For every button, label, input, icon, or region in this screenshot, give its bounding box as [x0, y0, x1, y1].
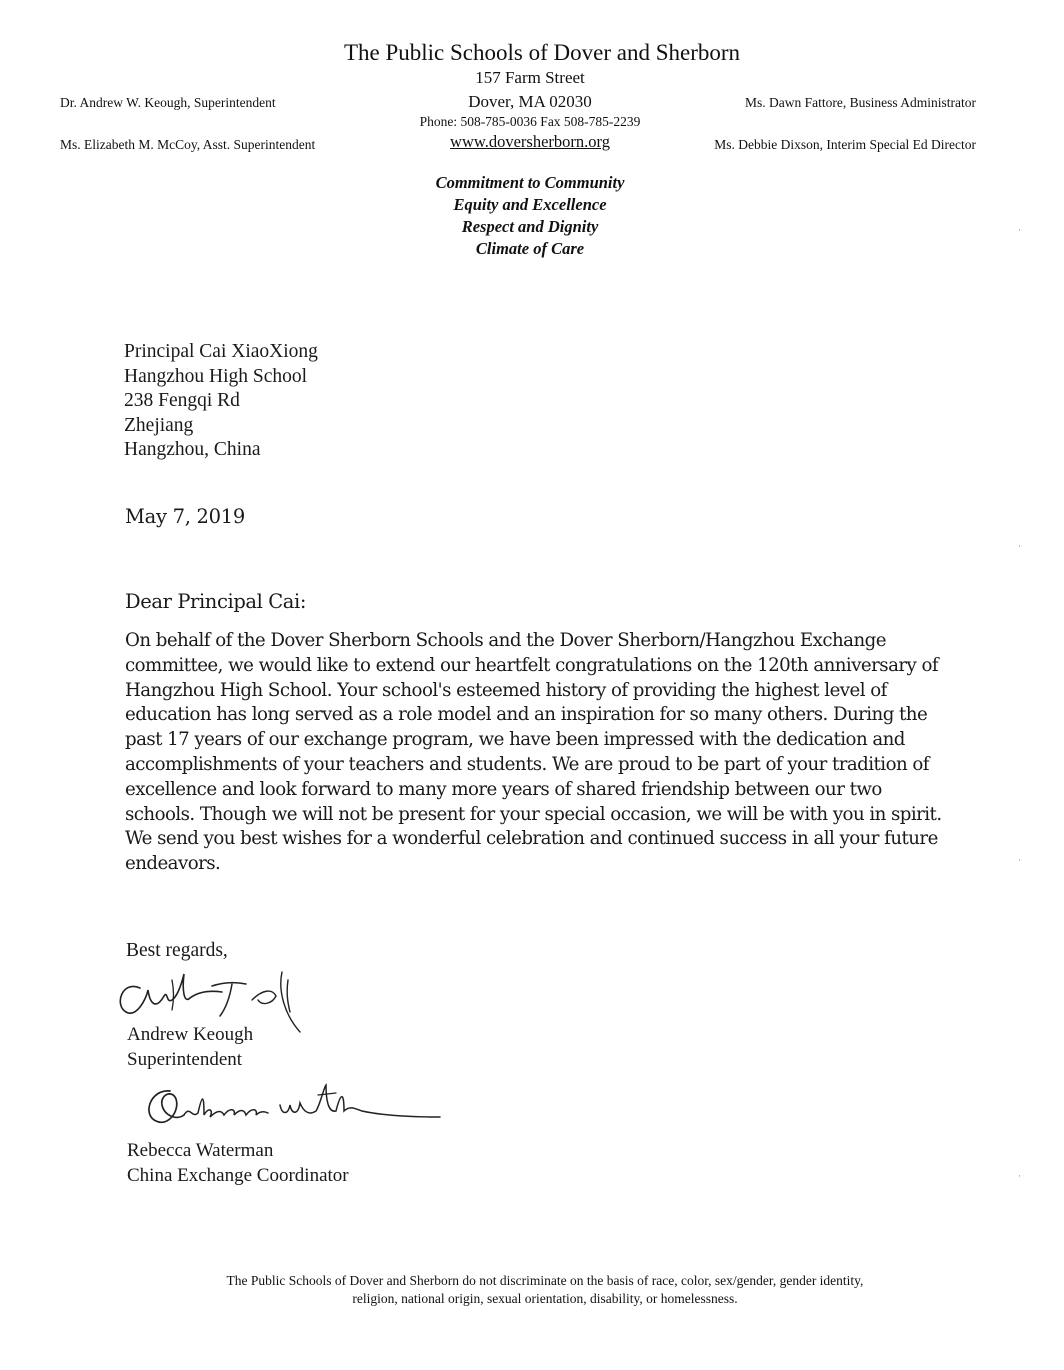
- website-link[interactable]: www.doversherborn.org: [450, 132, 610, 151]
- motto-line: Equity and Excellence: [453, 195, 607, 214]
- body-line: accomplishments of your teachers and students. We are proud to be part of your tradition of: [125, 753, 929, 775]
- signatory-title: China Exchange Coordinator: [127, 1165, 349, 1186]
- body-line: schools. Though we will not be present for your special occasion, we will be with you in spirit.: [125, 803, 942, 825]
- salutation: Dear Principal Cai:: [125, 590, 307, 613]
- letter-body: [125, 629, 975, 877]
- body-line: committee, we would like to extend our heartfelt congratulations on the 120th anniversary of: [125, 654, 939, 676]
- motto-block: [330, 172, 730, 260]
- footer-line: The Public Schools of Dover and Sherborn do not discriminate on the basis of race, color, sex/gender, gender identity,: [226, 1273, 864, 1288]
- recipient-line: 238 Fengqi Rd: [124, 390, 240, 411]
- recipient-line: Hangzhou, China: [124, 439, 261, 460]
- nondiscrimination-footer: [140, 1272, 950, 1308]
- scan-speck: ·: [1018, 541, 1021, 551]
- recipient-line: Principal Cai XiaoXiong: [124, 341, 318, 362]
- footer-line: religion, national origin, sexual orientation, disability, or homelessness.: [352, 1291, 738, 1306]
- street-address: 157 Farm Street: [475, 68, 585, 87]
- motto-line: Respect and Dignity: [461, 217, 599, 236]
- motto-line: Commitment to Community: [435, 173, 625, 192]
- signatory-name: Andrew Keough: [127, 1024, 254, 1045]
- signatory-name: Rebecca Waterman: [127, 1140, 274, 1161]
- staff-superintendent: Dr. Andrew W. Keough, Superintendent: [60, 95, 276, 110]
- body-line: endeavors.: [125, 853, 221, 875]
- staff-special-ed-director: Ms. Debbie Dixson, Interim Special Ed Director: [714, 137, 976, 152]
- recipient-line: Zhejiang: [124, 414, 194, 436]
- body-line: excellence and look forward to many more years of shared friendship between our two: [125, 778, 882, 800]
- body-line: On behalf of the Dover Sherborn Schools and the Dover Sherborn/Hangzhou Exchange: [125, 630, 886, 651]
- letter-date: May 7, 2019: [125, 505, 245, 528]
- recipient-address: [124, 340, 318, 463]
- body-line: past 17 years of our exchange program, we have been impressed with the dedication and: [125, 729, 905, 751]
- staff-business-administrator: Ms. Dawn Fattore, Business Administrator: [745, 95, 976, 110]
- signatory-title: Superintendent: [127, 1049, 243, 1070]
- scan-speck: ·: [1018, 855, 1021, 865]
- body-line: education has long served as a role model and an inspiration for so many others. During the: [125, 704, 928, 726]
- recipient-line: Hangzhou High School: [124, 365, 308, 387]
- body-line: Hangzhou High School. Your school's esteemed history of providing the highest level of: [125, 679, 887, 701]
- closing: Best regards,: [126, 940, 228, 961]
- body-line: We send you best wishes for a wonderful celebration and continued success in all your future: [125, 828, 938, 850]
- signature-rebecca-waterman: [140, 1075, 450, 1135]
- phone-fax: Phone: 508-785-0036 Fax 508-785-2239: [419, 114, 641, 129]
- scan-speck: ·: [1018, 1171, 1021, 1181]
- staff-asst-superintendent: Ms. Elizabeth M. McCoy, Asst. Superintendent: [60, 137, 316, 152]
- city-address: Dover, MA 02030: [468, 92, 592, 111]
- scan-speck: ·: [1018, 225, 1021, 235]
- motto-line: Climate of Care: [475, 239, 585, 258]
- org-name: The Public Schools of Dover and Sherborn: [343, 40, 741, 65]
